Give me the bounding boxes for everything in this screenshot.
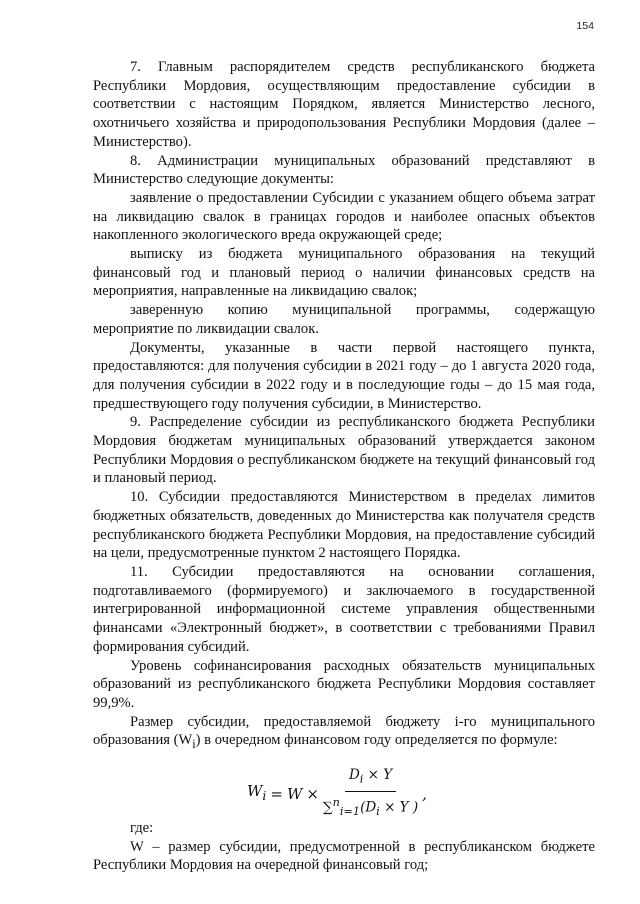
paragraph-w-definition: W – размер субсидии, предусмотренной в республиканском бюджете Республики Мордовия на очередной финансовый год; bbox=[93, 838, 595, 874]
formula-w: W bbox=[287, 784, 303, 803]
paragraph-11: 11. Субсидии предоставляются на основании соглашения, подготавливаемого (формируемого) и заключаемого в государственной интегрированной информационной системе управления общественными финансами «Электронный бюджет», в соответствии с требованиями Правил формирования субсидий. bbox=[93, 563, 595, 655]
formula-denominator: $\sum^n_{i=1}(D_i \times Y$ ) bbox=[323, 796, 419, 819]
formula-numerator: $D_i \times Y$ bbox=[345, 766, 396, 792]
formula-equals: = bbox=[270, 784, 283, 803]
formula-fraction bbox=[323, 766, 418, 822]
paragraph-7: 7. Главным распорядителем средств республиканского бюджета Республики Мордовия, осуществляющим предоставление субсидии в соответствии с настоящим Порядком, является Министерство лесного, охотничьего хозяйства и природопользования Республики Мордовия (далее – Министерство). bbox=[93, 59, 595, 150]
paragraph-10: 10. Субсидии предоставляются Министерством в пределах лимитов бюджетных обязательств, доведенных до Министерства как получателя средств республиканского бюджета Республики Мордовия, на предоставление субсидий на цели, предусмотренные пунктом 2 настоящего Порядка. bbox=[93, 489, 595, 562]
paragraph-deadlines: Документы, указанные в части первой настоящего пункта, предоставляются: для получения субсидии в 2021 году – до 1 августа 2020 года, для получения субсидии в 2022 году и в последующие годы – до 15 мая года, предшествующего году получения субсидии, в Министерство. bbox=[93, 339, 595, 412]
document-body bbox=[93, 58, 595, 875]
formula-lhs: $W_i$ bbox=[247, 782, 267, 804]
formula-comma: , bbox=[422, 784, 427, 803]
list-item-application: заявление о предоставлении Субсидии с указанием общего объема затрат на ликвидацию свалок в границах городов и наиболее опасных объектов накопленного экологического вреда окружающей среде; bbox=[93, 189, 595, 244]
formula-times: × bbox=[306, 784, 319, 803]
page-number: 154 bbox=[576, 20, 594, 32]
subsidy-formula bbox=[93, 754, 595, 819]
subsidy-size-subscript: i bbox=[192, 737, 196, 752]
paragraph-9: 9. Распределение субсидии из республиканского бюджета Республики Мордовия бюджетам муниципальных образований утверждается законом Республики Мордовия о республиканском бюджете на текущий финансовый год и плановый период. bbox=[93, 414, 595, 487]
subsidy-size-text-b: ) в очередном финансовом году определяется по формуле: bbox=[195, 732, 558, 749]
list-item-program-copy: заверенную копию муниципальной программы, содержащую мероприятие по ликвидации свалок. bbox=[93, 302, 595, 337]
paragraph-subsidy-size bbox=[93, 713, 595, 754]
subsidy-size-text-a: Размер субсидии, предоставляемой бюджету i-го муниципального образования (W bbox=[93, 713, 595, 749]
list-item-budget-extract: выписку из бюджета муниципального образования на текущий финансовый год и плановый период о наличии финансовых средств на мероприятия, направленные на ликвидацию свалок; bbox=[93, 246, 595, 300]
paragraph-8: 8. Администрации муниципальных образований представляют в Министерство следующие документы: bbox=[93, 152, 595, 188]
paragraph-cofinancing: Уровень софинансирования расходных обязательств муниципальных образований из республиканского бюджета Республики Мордовия составляет 99,9%. bbox=[93, 657, 595, 711]
paragraph-where: где: bbox=[130, 819, 154, 836]
